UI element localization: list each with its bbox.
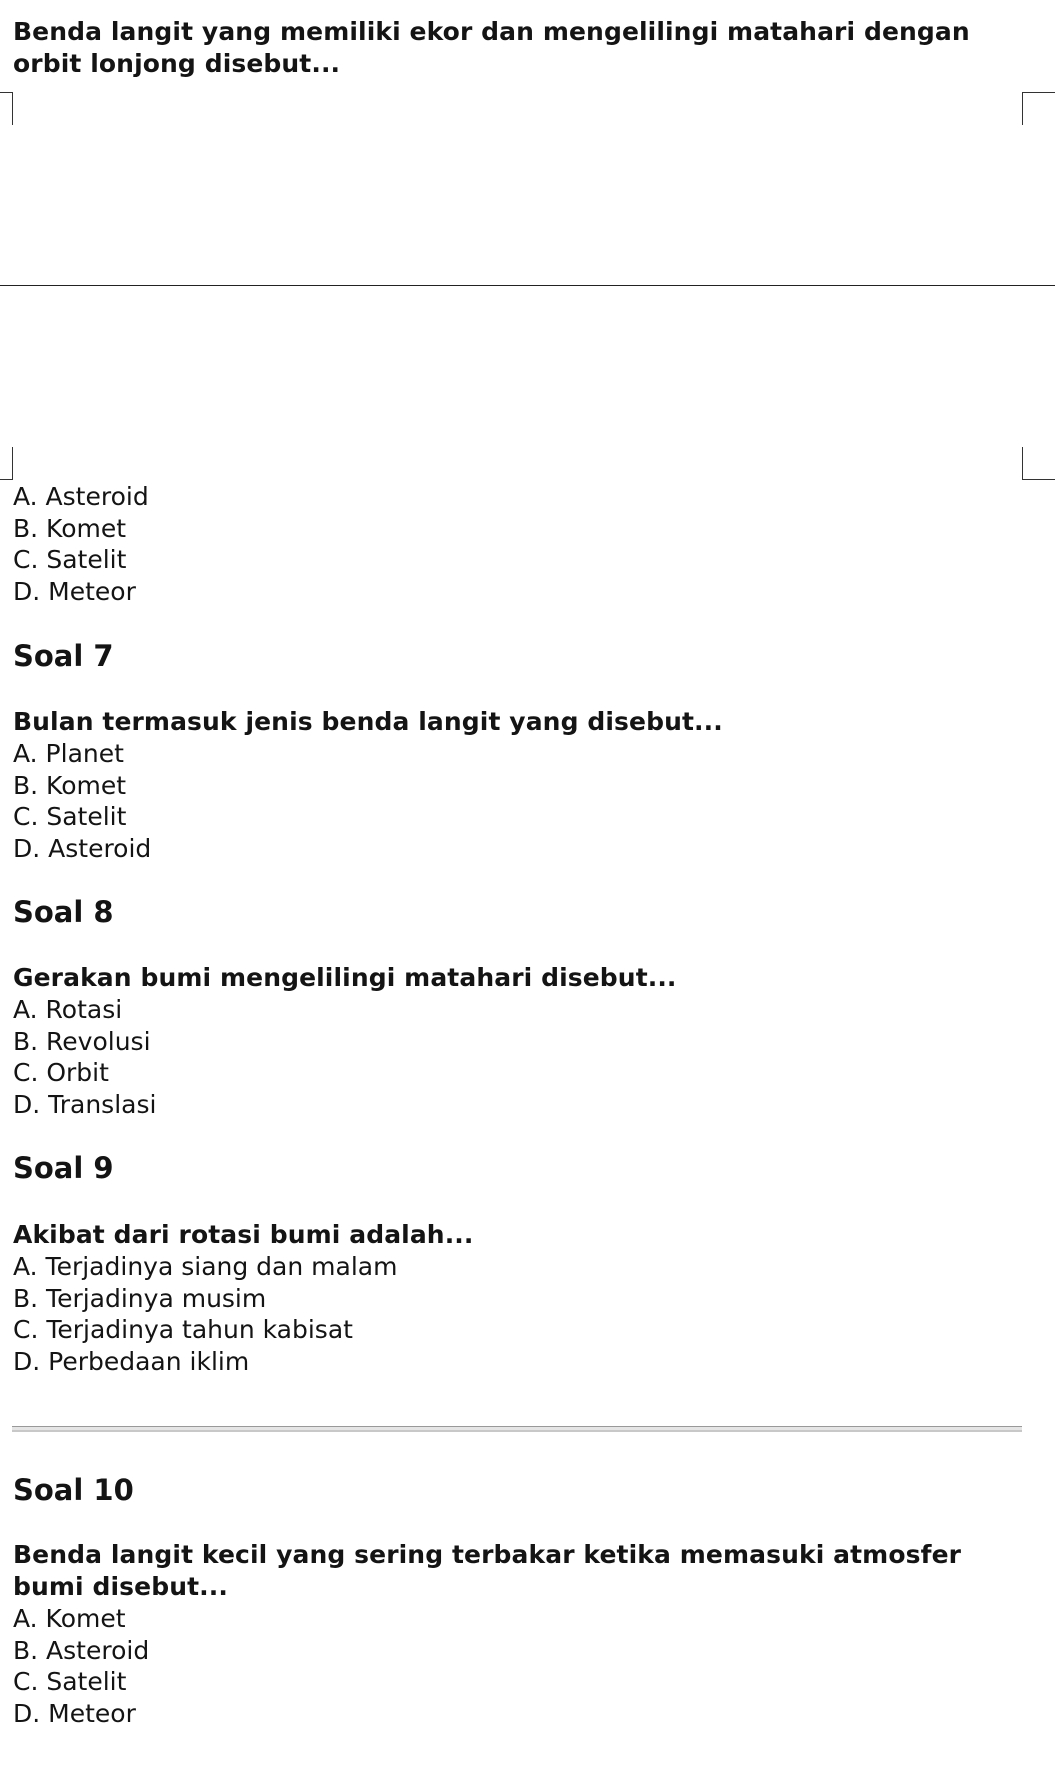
image-placeholder — [0, 92, 1055, 482]
question-8-text: Gerakan bumi mengelilingi matahari disebut... — [13, 963, 677, 992]
crop-mark-bottom-left — [0, 447, 13, 480]
question-8-option-b[interactable]: B. Revolusi — [13, 1026, 151, 1056]
question-6-option-b[interactable]: B. Komet — [13, 513, 127, 543]
question-10-text: Benda langit kecil yang sering terbakar ketika memasuki atmosfer bumi disebut... — [13, 1540, 962, 1601]
question-7-text: Bulan termasuk jenis benda langit yang disebut... — [13, 707, 723, 736]
crop-mark-top-right — [1022, 92, 1055, 125]
question-8-option-a[interactable]: A. Rotasi — [13, 995, 123, 1024]
crop-mark-bottom-right — [1022, 447, 1055, 480]
question-9-option-a[interactable]: A. Terjadinya siang dan malam — [13, 1252, 398, 1281]
question-7-option-c[interactable]: C. Satelit — [13, 802, 127, 831]
question-9-option-d[interactable]: D. Perbedaan iklim — [13, 1346, 250, 1376]
question-10-option-d[interactable]: D. Meteor — [13, 1698, 136, 1728]
question-8-option-c[interactable]: C. Orbit — [13, 1058, 109, 1087]
question-10-option-c[interactable]: C. Satelit — [13, 1667, 127, 1696]
image-divider-line — [0, 285, 1055, 286]
question-8-heading: Soal 8 — [13, 895, 114, 929]
question-7-option-a[interactable]: A. Planet — [13, 739, 124, 768]
question-6-option-c[interactable]: C. Satelit — [13, 545, 127, 574]
question-6-text: Benda langit yang memiliki ekor dan mengelilingi matahari dengan orbit lonjong disebut... — [13, 17, 970, 78]
section-divider — [12, 1426, 1022, 1432]
question-9-option-c[interactable]: C. Terjadinya tahun kabisat — [13, 1315, 353, 1344]
question-10-option-b[interactable]: B. Asteroid — [13, 1635, 150, 1665]
crop-mark-top-left — [0, 92, 13, 125]
question-7-heading: Soal 7 — [13, 639, 114, 673]
question-9-text: Akibat dari rotasi bumi adalah... — [13, 1220, 474, 1249]
question-6-option-a[interactable]: A. Asteroid — [13, 482, 149, 511]
question-9-option-b[interactable]: B. Terjadinya musim — [13, 1283, 267, 1313]
question-10-heading: Soal 10 — [13, 1473, 134, 1507]
question-8-option-d[interactable]: D. Translasi — [13, 1089, 157, 1119]
question-6-option-d[interactable]: D. Meteor — [13, 576, 136, 606]
question-7-option-d[interactable]: D. Asteroid — [13, 833, 152, 863]
question-10-option-a[interactable]: A. Komet — [13, 1604, 126, 1633]
question-7-option-b[interactable]: B. Komet — [13, 770, 127, 800]
question-9-heading: Soal 9 — [13, 1151, 114, 1185]
